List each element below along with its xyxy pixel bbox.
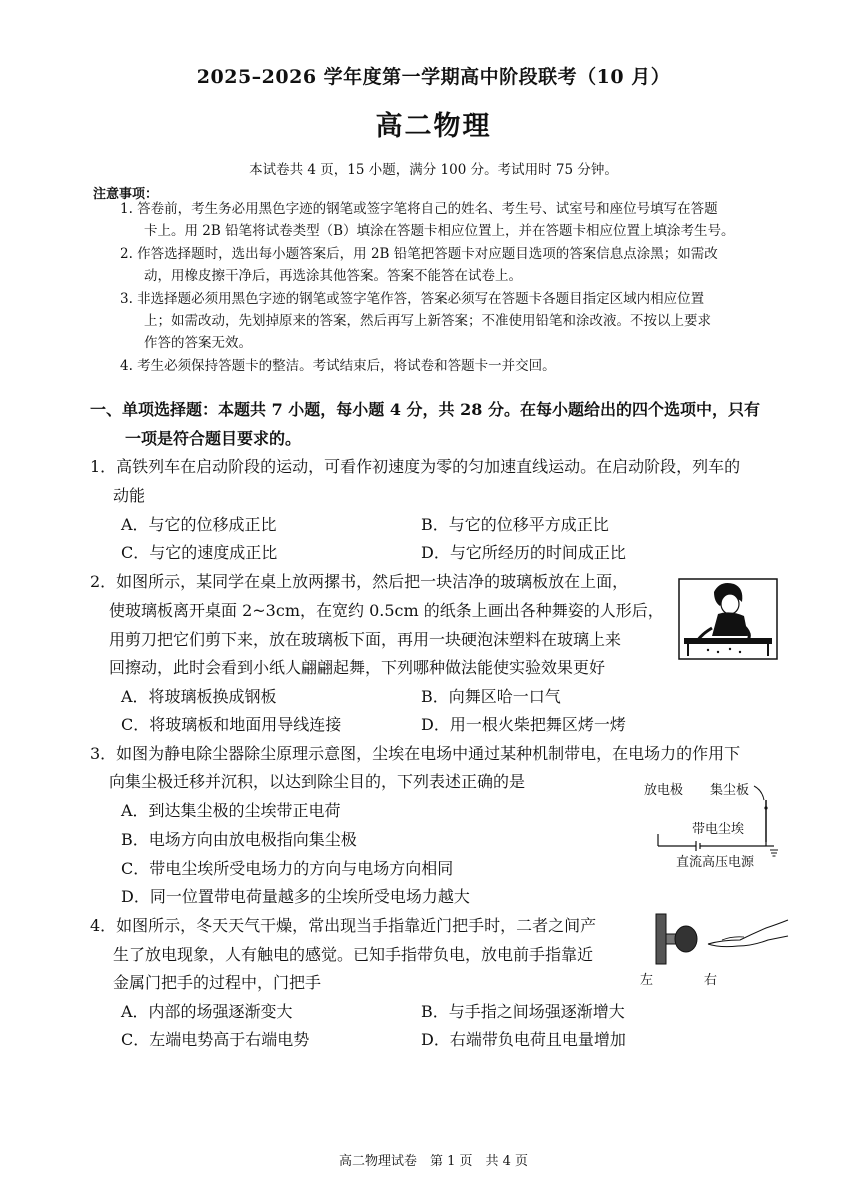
- q2-option-b: B．向舞区哈一口气: [421, 687, 561, 706]
- student-experiment-figure: [678, 578, 778, 660]
- q3-option-d: D．同一位置带电荷量越多的尘埃所受电场力越大: [121, 887, 470, 906]
- q1-option-d: D．与它所经历的时间成正比: [421, 543, 626, 562]
- note-line: 上；如需改动，先划掉原来的答案，然后再写上新答案；不准使用铅笔和涂改液。不按以上要求: [144, 313, 711, 329]
- q1-option-a: A．与它的位移成正比: [121, 515, 277, 534]
- q1-option-b: B．与它的位移平方成正比: [421, 515, 609, 534]
- note-line: 动，用橡皮擦干净后，再选涂其他答案。答案不能答在试卷上。: [144, 268, 522, 284]
- q2-stem-cont: 用剪刀把它们剪下来，放在玻璃板下面，再用一块硬泡沫塑料在玻璃上来: [109, 630, 622, 649]
- door-handle-hand-figure: [652, 910, 792, 972]
- note-line: 4. 考生必须保持答题卡的整洁。考试结束后，将试卷和答题卡一并交回。: [120, 358, 556, 374]
- q2-stem-cont: 回擦动，此时会看到小纸人翩翩起舞，下列哪种做法能使实验效果更好: [109, 658, 606, 677]
- note-line: 卡上。用 2B 铅笔将试卷类型（B）填涂在答题卡相应位置上，并在答题卡相应位置上填涂考生号。: [144, 223, 735, 239]
- q3-option-a: A．到达集尘极的尘埃带正电荷: [121, 801, 341, 820]
- q4-option-c: C．左端电势高于右端电势: [121, 1030, 310, 1049]
- label-charged-dust: 带电尘埃: [692, 822, 745, 837]
- q3-stem-cont: 向集尘极迁移并沉积，以达到除尘目的，下列表述正确的是: [109, 772, 526, 791]
- page-footer: 高二物理试卷 第 1 页 共 4 页: [338, 1154, 529, 1169]
- q3-option-c: C．带电尘埃所受电场力的方向与电场方向相同: [121, 859, 454, 878]
- q2-stem-cont: 使玻璃板离开桌面 2~3cm，在宽约 0.5cm 的纸条上画出各种舞姿的人形后，: [109, 601, 664, 620]
- note-line: 2. 作答选择题时，选出每小题答案后，用 2B 铅笔把答题卡对应题目选项的答案信息点涂黑；如需改: [120, 246, 718, 262]
- q1-option-c: C．与它的速度成正比: [121, 543, 278, 562]
- q4-stem-cont: 金属门把手的过程中，门把手: [113, 973, 322, 992]
- section-heading-cont: 一项是符合题目要求的。: [125, 429, 302, 448]
- q4-stem-cont: 生了放电现象，人有触电的感觉。已知手指带负电，放电前手指靠近: [113, 945, 594, 964]
- label-hv-source: 直流高压电源: [676, 855, 755, 870]
- note-line: 1. 答卷前，考生务必用黑色字迹的钢笔或签字笔将自己的姓名、考生号、试室号和座位号填写在答题: [120, 201, 718, 217]
- q3-option-b: B．电场方向由放电极指向集尘极: [121, 830, 357, 849]
- q2-option-a: A．将玻璃板换成钢板: [121, 687, 277, 706]
- exam-title: 2025–2026 学年度第一学期高中阶段联考（10 月）: [196, 66, 671, 88]
- note-line: 作答的答案无效。: [144, 335, 252, 351]
- q3-stem: 3．如图为静电除尘器除尘原理示意图，尘埃在电场中通过某种机制带电，在电场力的作用下: [90, 744, 741, 763]
- notes-title: 注意事项：: [93, 187, 159, 202]
- q1-stem: 1．高铁列车在启动阶段的运动，可看作初速度为零的匀加速直线运动。在启动阶段，列车的: [90, 457, 741, 476]
- q2-stem: 2．如图所示，某同学在桌上放两摞书，然后把一块洁净的玻璃板放在上面，: [90, 572, 629, 591]
- q2-option-d: D．用一根火柴把舞区烤一烤: [421, 715, 626, 734]
- note-line: 3. 非选择题必须用黑色字迹的钢笔或签字笔作答，答案必须写在答题卡各题目指定区域内相应位置: [120, 291, 705, 307]
- label-left: 左: [640, 973, 654, 988]
- q2-option-c: C．将玻璃板和地面用导线连接: [121, 715, 342, 734]
- exam-info: 本试卷共 4 页，15 小题，满分 100 分。考试用时 75 分钟。: [249, 162, 618, 178]
- label-collector-plate: 集尘板: [710, 783, 750, 798]
- q1-stem-cont: 动能: [113, 486, 146, 505]
- subject-title: 高二物理: [375, 111, 492, 142]
- q4-option-b: B．与手指之间场强逐渐增大: [421, 1002, 625, 1021]
- label-discharge-electrode: 放电极: [644, 783, 684, 798]
- section-heading: 一、单项选择题：本题共 7 小题，每小题 4 分，共 28 分。在每小题给出的四个选项中，只有: [90, 400, 760, 419]
- electrostatic-precipitator-diagram: [650, 778, 780, 868]
- q4-stem: 4．如图所示，冬天天气干燥，常出现当手指靠近门把手时，二者之间产: [90, 916, 597, 935]
- label-right: 右: [704, 973, 718, 988]
- q4-option-a: A．内部的场强逐渐变大: [121, 1002, 293, 1021]
- q4-option-d: D．右端带负电荷且电量增加: [421, 1030, 626, 1049]
